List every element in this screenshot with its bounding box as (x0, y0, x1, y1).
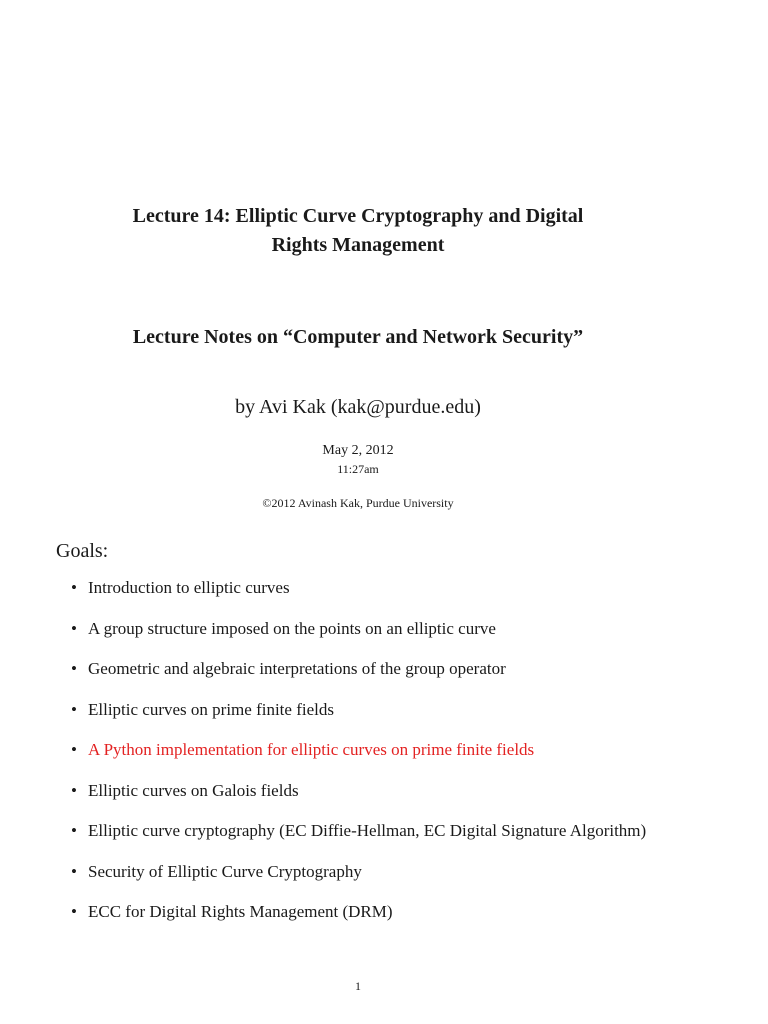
lecture-title-line2: Rights Management (271, 234, 445, 256)
bullet-icon: • (71, 821, 77, 840)
bullet-icon: • (71, 659, 77, 678)
author-line: by Avi Kak (kak@purdue.edu) (235, 396, 481, 418)
goal-item (68, 657, 668, 680)
goal-text: A group structure imposed on the points on an elliptic curve (88, 618, 496, 638)
bullet-icon: • (71, 618, 77, 638)
date-line: May 2, 2012 (322, 443, 394, 458)
goal-item (68, 900, 668, 923)
lecture-title-line1: Lecture 14: Elliptic Curve Cryptography and Digital (132, 205, 584, 227)
lecture-title (40, 202, 676, 260)
goal-item-link[interactable] (68, 738, 668, 761)
bullet-icon: • (71, 861, 77, 881)
goal-text: Elliptic curves on prime finite fields (88, 699, 334, 719)
time-line: 11:27am (337, 462, 379, 476)
goals-list (68, 576, 668, 941)
goal-item (68, 779, 668, 802)
goal-item (68, 617, 668, 640)
goal-text: ECC for Digital Rights Management (DRM) (88, 902, 393, 921)
goal-item (68, 819, 668, 842)
bullet-icon: • (71, 699, 77, 719)
bullet-icon: • (71, 780, 77, 800)
goal-text: Security of Elliptic Curve Cryptography (88, 861, 362, 881)
goals-heading: Goals: (56, 540, 109, 562)
goal-item (68, 698, 668, 721)
lecture-subtitle: Lecture Notes on “Computer and Network Security” (132, 326, 584, 348)
goal-item (68, 860, 668, 883)
goal-text: Elliptic curve cryptography (EC Diffie-Hellman, EC Digital Signature Algorithm) (88, 821, 647, 840)
copyright-line: ©2012 Avinash Kak, Purdue University (262, 496, 454, 510)
bullet-icon: • (71, 902, 77, 921)
goal-text: Geometric and algebraic interpretations of the group operator (88, 659, 506, 678)
page-number: 1 (355, 979, 361, 993)
goal-item (68, 576, 668, 599)
bullet-icon: • (71, 578, 77, 597)
goal-text: Elliptic curves on Galois fields (88, 780, 299, 800)
goal-text: Introduction to elliptic curves (88, 578, 290, 597)
goal-link-text[interactable]: A Python implementation for elliptic curves on prime finite fields (88, 740, 535, 759)
bullet-icon: • (71, 740, 77, 759)
